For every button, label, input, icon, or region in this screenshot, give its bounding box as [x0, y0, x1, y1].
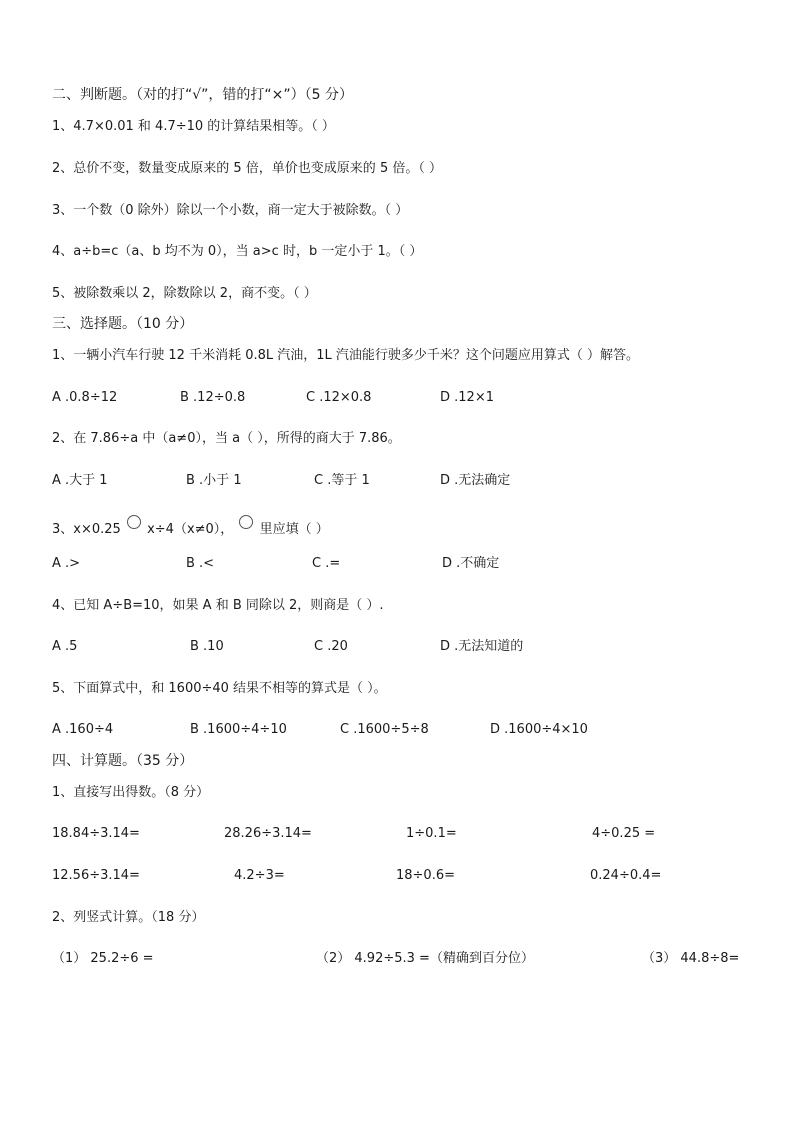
section-4-heading: 四、计算题。（35 分）: [52, 753, 194, 769]
q5-option-c: C .1600÷5÷8: [340, 722, 429, 737]
calc-item: 1÷0.1=: [406, 826, 457, 841]
choice-question-3: [52, 515, 329, 539]
q3-option-c: C .=: [312, 556, 341, 571]
calc-item: 12.56÷3.14=: [52, 868, 140, 883]
judge-item-5: 5、被除数乘以 2，除数除以 2，商不变。（ ）: [52, 286, 317, 301]
calc-item: 4.2÷3=: [234, 868, 285, 883]
q2-option-a: A .大于 1: [52, 473, 108, 488]
calc-subheading-2: 2、列竖式计算。（18 分）: [52, 910, 205, 925]
q5-option-b: B .1600÷4÷10: [190, 722, 287, 737]
calc-item: 28.26÷3.14=: [224, 826, 312, 841]
q5-option-a: A .160÷4: [52, 722, 114, 737]
calc-subheading-1: 1、直接写出得数。（8 分）: [52, 785, 210, 800]
choice-question-2: 2、在 7.86÷a 中（a≠0），当 a（ ），所得的商大于 7.86。: [52, 431, 401, 446]
choice-question-4: 4、已知 A÷B=10，如果 A 和 B 同除以 2，则商是（ ）.: [52, 598, 384, 613]
q4-option-b: B .10: [190, 639, 224, 654]
choice-question-1: 1、一辆小汽车行驶 12 千米消耗 0.8L 汽油，1L 汽油能行驶多少千米？这个问题应用算式（ ）解答。: [52, 348, 640, 363]
choice-question-5: 5、下面算式中，和 1600÷40 结果不相等的算式是（ ）。: [52, 681, 387, 696]
vertical-calc-2: （2） 4.92÷5.3 =（精确到百分位）: [316, 951, 534, 966]
section-2-heading: 二、判断题。（对的打“√”，错的打“×”）（5 分）: [52, 87, 354, 103]
q1-option-b: B .12÷0.8: [180, 390, 246, 405]
q1-option-c: C .12×0.8: [306, 390, 372, 405]
q2-option-d: D .无法确定: [440, 473, 511, 488]
calc-item: 18÷0.6=: [396, 868, 456, 883]
section-3-heading: 三、选择题。（10 分）: [52, 316, 194, 332]
q1-option-d: D .12×1: [440, 390, 494, 405]
judge-item-2: 2、总价不变，数量变成原来的 5 倍，单价也变成原来的 5 倍。（ ）: [52, 161, 442, 176]
vertical-calc-1: （1） 25.2÷6 =: [52, 951, 154, 966]
q4-option-c: C .20: [314, 639, 348, 654]
calc-item: 0.24÷0.4=: [590, 868, 662, 883]
calc-item: 18.84÷3.14=: [52, 826, 140, 841]
q4-option-a: A .5: [52, 639, 78, 654]
q3-option-b: B .<: [186, 556, 215, 571]
judge-item-4: 4、a÷b=c（a、b 均不为 0），当 a>c 时，b 一定小于 1。（ ）: [52, 244, 423, 259]
q2-option-b: B .小于 1: [186, 473, 242, 488]
q1-option-a: A .0.8÷12: [52, 390, 118, 405]
q3-option-a: A .>: [52, 556, 81, 571]
blank-circle-icon: [127, 515, 141, 529]
judge-item-1: 1、4.7×0.01 和 4.7÷10 的计算结果相等。（ ）: [52, 119, 335, 134]
judge-item-3: 3、一个数（0 除外）除以一个小数，商一定大于被除数。（ ）: [52, 203, 409, 218]
q4-option-d: D .无法知道的: [440, 639, 524, 654]
q3-part-c: 里应填（ ）: [259, 522, 329, 537]
vertical-calc-3: （3） 44.8÷8=: [642, 951, 740, 966]
q3-option-d: D .不确定: [442, 556, 500, 571]
blank-circle-icon: [239, 515, 253, 529]
calc-item: 4÷0.25 =: [592, 826, 656, 841]
q3-part-b: x÷4（x≠0），: [147, 522, 234, 537]
q2-option-c: C .等于 1: [314, 473, 370, 488]
q3-part-a: 3、x×0.25: [52, 522, 121, 537]
q5-option-d: D .1600÷4×10: [490, 722, 588, 737]
